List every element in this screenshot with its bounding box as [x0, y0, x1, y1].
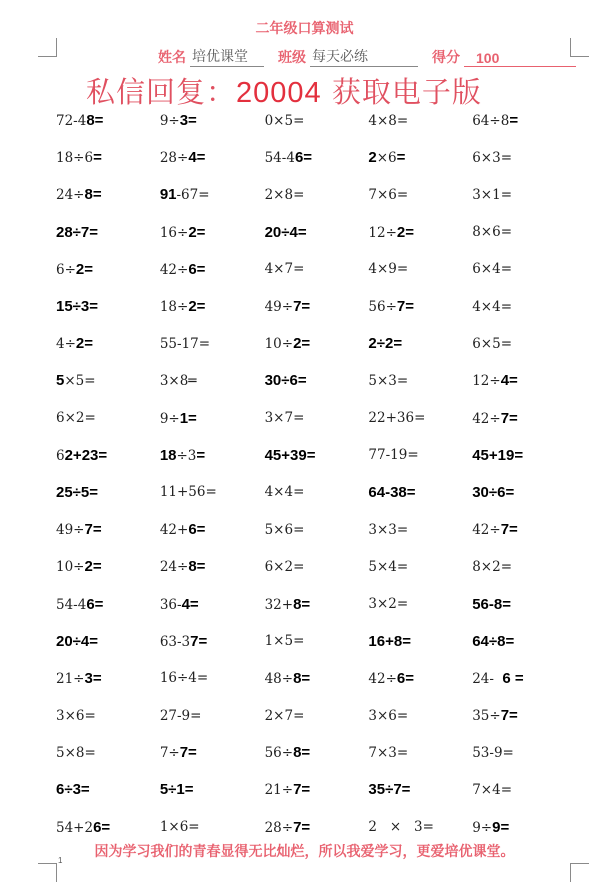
problem-text: 8×6= [472, 224, 513, 241]
problem-text-bold: 6= [188, 260, 206, 278]
math-problem [265, 149, 369, 166]
problem-row [56, 325, 576, 362]
problem-text: 24- [472, 670, 499, 687]
problem-text: 49÷ [264, 299, 294, 316]
problem-text: 6 [56, 447, 65, 464]
problem-text: 11+56= [159, 484, 217, 501]
math-problem [368, 335, 472, 352]
math-problem [368, 633, 472, 650]
problem-text: 3×3= [368, 521, 409, 538]
problem-text: 32+ [264, 596, 294, 613]
math-problem [472, 745, 576, 761]
problem-text-bold: 2= [188, 223, 206, 241]
math-problem [160, 633, 265, 650]
problem-text-bold: 1= [179, 409, 197, 427]
math-problem [160, 224, 265, 241]
problem-text: 18÷ [159, 299, 189, 316]
math-problem [265, 559, 369, 575]
math-problem [265, 113, 369, 129]
footer-motto: 因为学习我们的青春显得无比灿烂，所以我爱学习，更爱培优课堂。 [94, 844, 515, 860]
problem-text-bold: 6÷3= [56, 781, 90, 799]
math-problem [472, 782, 576, 798]
problem-text: 42÷ [368, 670, 397, 687]
problem-text-bold: 30÷6= [472, 483, 515, 501]
math-problem [472, 484, 576, 501]
corner-mark-top-left [38, 38, 57, 57]
math-problem [160, 447, 265, 464]
problem-text-bold: 6= [188, 521, 206, 539]
problem-text: 5×3= [368, 372, 409, 389]
problem-text: 54-4 [264, 150, 295, 167]
problem-text: 6×2= [56, 410, 96, 427]
problem-text: 7×3= [368, 744, 409, 761]
class-label: 班级 [278, 50, 306, 66]
problem-text: 3×6= [368, 707, 409, 724]
problem-text: 2×8= [264, 186, 305, 203]
problem-row [56, 214, 576, 251]
math-problem [160, 708, 265, 724]
math-problem [160, 670, 265, 686]
problem-text: ÷3 [176, 447, 197, 464]
problem-text: 12÷ [368, 224, 397, 241]
problem-text: 5×4= [368, 558, 409, 575]
problem-text-bold: 91 [159, 186, 177, 204]
problem-text-bold: 30÷6= [264, 372, 307, 390]
math-problem [56, 335, 160, 352]
math-problem [472, 596, 576, 613]
problem-text: 42÷ [159, 261, 189, 278]
promo-prefix: 私信回复： [86, 75, 237, 109]
problem-text: 7÷ [159, 745, 180, 762]
problem-text-bold: 7= [84, 521, 102, 539]
math-problem [56, 596, 160, 613]
problem-text-bold: 8= [84, 186, 102, 204]
problem-text: 55-17= [159, 335, 211, 352]
problem-text: 24÷ [159, 559, 189, 576]
problem-text: 21÷ [56, 670, 85, 687]
problem-text-bold: 2= [84, 558, 102, 576]
math-problem [56, 112, 160, 129]
problem-text-bold: 64÷8= [472, 632, 515, 650]
problem-text: 4×4= [472, 298, 513, 315]
problem-text-bold: 7= [293, 818, 311, 836]
problem-text: -67= [176, 187, 210, 204]
problem-row [56, 437, 576, 474]
math-problem [265, 261, 369, 277]
math-problem [472, 372, 576, 389]
math-problem [265, 298, 369, 315]
problem-text: 9÷ [159, 410, 180, 427]
math-problem [368, 596, 472, 612]
math-problem [56, 298, 160, 315]
math-problem [472, 521, 576, 538]
problem-text-bold: 2= [396, 223, 415, 241]
math-problem [160, 596, 265, 613]
problem-text-bold: 64-38= [368, 483, 416, 501]
math-problem [368, 261, 472, 277]
problem-text: 7×4= [472, 781, 513, 798]
problem-text-bold: 2= [188, 298, 206, 316]
math-problem [265, 187, 369, 203]
math-problem [472, 224, 576, 240]
math-problem [265, 596, 369, 613]
problem-text: 35÷ [472, 708, 501, 725]
problem-text-bold: 8= [293, 595, 311, 613]
math-problem [160, 298, 265, 315]
math-problem [472, 299, 576, 315]
problem-row [56, 251, 576, 288]
problem-row [56, 697, 576, 734]
problem-text-bold: 20÷4= [264, 223, 307, 241]
problem-text: 9÷ [472, 819, 493, 836]
promo-suffix: 获取电子版 [321, 75, 482, 109]
math-problem [265, 819, 369, 836]
problem-text: ×6 [376, 150, 397, 167]
problem-text: 5×8= [56, 744, 96, 761]
problem-text: 9÷ [159, 113, 180, 130]
problem-text: 6×2= [264, 558, 305, 575]
problem-text-bold: 20÷4= [56, 632, 99, 650]
problem-text-bold: 8= [86, 112, 104, 130]
math-problem [160, 373, 265, 389]
problem-text-bold: 4= [500, 372, 518, 390]
problem-row [56, 474, 576, 511]
math-problem [368, 224, 472, 241]
problem-text-bold: 56-8= [472, 595, 512, 613]
problem-text: 4×9= [368, 261, 409, 278]
math-problem [160, 261, 265, 278]
problem-row [56, 585, 576, 622]
problem-text-bold: 7= [500, 707, 518, 725]
problem-text-bold: = [509, 112, 519, 130]
problem-text: 64÷8 [472, 113, 510, 130]
math-problem [265, 224, 369, 241]
student-info-row [158, 47, 576, 67]
math-problem [160, 558, 265, 575]
problem-text-bold: 6= [396, 669, 415, 687]
problem-row [56, 288, 576, 325]
math-problem [265, 744, 369, 761]
math-problem [472, 447, 576, 464]
math-problem [56, 261, 160, 278]
math-problem [472, 112, 576, 129]
problem-text: 48÷ [264, 670, 294, 687]
math-problem [368, 447, 472, 463]
problem-text-bold: 9= [492, 818, 510, 836]
problem-text: 3×6= [56, 707, 96, 724]
problem-text: 2×7= [264, 707, 305, 724]
problem-text: 42÷ [472, 522, 501, 539]
math-problem [265, 447, 369, 464]
problem-text-bold: 16+8= [368, 632, 411, 650]
math-problem [368, 410, 472, 426]
math-problem [160, 521, 265, 538]
math-problem [56, 708, 160, 724]
math-problem [265, 335, 369, 352]
problem-row [56, 176, 576, 213]
math-problem [265, 372, 369, 389]
problem-row [56, 771, 576, 808]
problem-text-bold: 2 [368, 149, 377, 167]
problem-text: 0×5= [264, 112, 305, 129]
problem-text: 6÷ [56, 261, 76, 278]
problem-text: 6×5= [472, 335, 513, 352]
problem-text: 6×3= [472, 149, 513, 166]
problem-text-bold: 7= [396, 298, 415, 316]
math-problem [368, 745, 472, 761]
math-problem [368, 522, 472, 538]
problem-text: 3×8═ [159, 372, 197, 389]
math-problem [160, 112, 265, 129]
math-problem [56, 745, 160, 761]
problem-text: 22+36= [368, 410, 426, 427]
score-label: 得分 [432, 50, 460, 66]
math-problem [368, 484, 472, 501]
math-problem [368, 819, 472, 835]
math-problem [368, 781, 472, 798]
math-problem [56, 633, 160, 650]
problem-row [56, 734, 576, 771]
math-problem [368, 298, 472, 315]
problem-text-bold: 25÷5= [56, 483, 99, 501]
problem-text: 77-19= [368, 447, 419, 464]
problem-text: 4×4= [264, 484, 305, 501]
problem-text: 42+ [159, 522, 189, 539]
math-problem [368, 670, 472, 687]
name-label: 姓名 [158, 50, 186, 66]
math-problem [160, 781, 265, 798]
problem-text: 10÷ [264, 336, 294, 353]
problem-text-bold: 5 [56, 372, 65, 390]
problem-text-bold: 2= [75, 260, 94, 278]
problem-text-bold: 4= [188, 149, 206, 167]
math-problem [368, 187, 472, 203]
class-field[interactable]: 每天必练 [310, 46, 418, 67]
corner-mark-bottom-right [570, 863, 589, 882]
math-problem [56, 149, 160, 166]
math-problem [160, 410, 265, 427]
math-problem [368, 708, 472, 724]
math-problem [265, 484, 369, 500]
problem-text-bold: 2= [293, 335, 311, 353]
problem-text: 4×8= [368, 112, 409, 129]
score-field[interactable]: 100 [464, 50, 576, 67]
math-problem [265, 522, 369, 538]
problem-row [56, 623, 576, 660]
problem-text: 5×6= [264, 521, 305, 538]
problem-text: 63-3 [159, 633, 191, 650]
problem-text: 1×5= [264, 633, 305, 650]
problem-text-bold: 7= [500, 521, 518, 539]
problem-text-bold: 2= [75, 335, 94, 353]
math-problem [472, 559, 576, 575]
math-problem [368, 149, 472, 166]
problem-text-bold: 15÷3= [56, 298, 99, 316]
problem-text: 27-9= [159, 707, 202, 724]
math-problem [368, 113, 472, 129]
math-problem [56, 670, 160, 687]
problem-text: 54-4 [56, 596, 87, 613]
math-problem [56, 558, 160, 575]
problem-row [56, 660, 576, 697]
problem-text: 36- [159, 596, 182, 613]
problem-text: 3×2= [368, 596, 409, 613]
math-problem [160, 744, 265, 761]
math-problem [160, 149, 265, 166]
problem-text-bold: 7= [179, 744, 197, 762]
problem-text-bold: 2÷2= [368, 335, 403, 353]
math-problem [56, 410, 160, 426]
math-problem [472, 633, 576, 650]
problem-text-bold: 7= [190, 632, 208, 650]
corner-mark-bottom-left [38, 863, 57, 882]
math-problem [472, 410, 576, 427]
problem-text: 54+2 [56, 819, 94, 836]
problem-text-bold: 3= [84, 669, 102, 687]
problem-row [56, 362, 576, 399]
math-problem [368, 373, 472, 389]
problem-text-bold: 35÷7= [368, 781, 411, 799]
problem-text: 8×2= [472, 558, 513, 575]
problem-text: ×5= [64, 373, 96, 390]
math-problem [56, 484, 160, 501]
problem-text: 4÷ [56, 336, 76, 353]
problem-text-bold: 2+23= [64, 446, 108, 464]
math-problem [472, 187, 576, 203]
problem-text: 3×7= [264, 410, 305, 427]
problem-text-bold: = [196, 446, 206, 464]
problem-text: 56÷ [368, 299, 397, 316]
math-problem [56, 186, 160, 203]
problem-text-bold: 8= [293, 669, 311, 687]
problem-text-bold: 6= [294, 149, 313, 167]
problem-text: 3×1= [472, 186, 513, 203]
math-problem [160, 484, 265, 500]
problem-text: 24÷ [56, 187, 85, 204]
problem-text: 4×7= [264, 261, 305, 278]
math-problem [56, 224, 160, 241]
math-problem [472, 261, 576, 277]
problem-row [56, 400, 576, 437]
math-problem [368, 559, 472, 575]
math-problem [56, 781, 160, 798]
math-problem [265, 633, 369, 649]
problem-text-bold: 3= [179, 112, 197, 130]
math-problem [56, 819, 160, 836]
problem-text: 53-9= [472, 744, 514, 761]
name-field[interactable]: 培优课堂 [190, 46, 264, 67]
problem-text: 21÷ [264, 782, 294, 799]
problem-grid [56, 102, 576, 846]
problem-text: 49÷ [56, 522, 85, 539]
problem-text-bold: 6= [86, 595, 104, 613]
problem-text: 1×6= [159, 819, 200, 836]
math-problem [472, 670, 576, 687]
math-problem [160, 186, 265, 203]
problem-text: 28÷ [159, 150, 189, 167]
math-problem [265, 410, 369, 426]
problem-text: 56÷ [264, 745, 294, 762]
problem-row [56, 548, 576, 585]
problem-text-bold: 7= [293, 781, 311, 799]
problem-text-bold: 45+39= [264, 446, 316, 464]
math-problem [472, 819, 576, 836]
problem-text-bold: 6= [93, 818, 111, 836]
math-problem [160, 336, 265, 352]
problem-text-bold: = [396, 149, 406, 167]
problem-text-bold: 28÷7= [56, 223, 99, 241]
problem-text: 16÷4= [159, 670, 209, 687]
math-problem [265, 781, 369, 798]
problem-text: 72-4 [56, 113, 87, 130]
problem-text-bold: 45+19= [472, 446, 524, 464]
problem-text-bold: 5÷1= [159, 781, 194, 799]
problem-text: 6×4= [472, 261, 513, 278]
math-problem [472, 336, 576, 352]
problem-text-bold: 8= [293, 744, 311, 762]
math-problem [160, 819, 265, 835]
page-title: 二年级口算测试 [255, 21, 354, 37]
promo-code: 20004 [236, 77, 322, 109]
problem-text: 12÷ [472, 373, 501, 390]
problem-text: 7×6= [368, 186, 409, 203]
problem-text: 18÷6 [56, 150, 94, 167]
problem-text: 42÷ [472, 410, 501, 427]
math-problem [56, 521, 160, 538]
math-problem [472, 707, 576, 724]
problem-text-bold: 8= [188, 558, 206, 576]
problem-text: 2 × 3= [368, 819, 434, 836]
math-problem [265, 708, 369, 724]
math-problem [265, 670, 369, 687]
math-problem [472, 150, 576, 166]
problem-text-bold: 4= [181, 595, 199, 613]
problem-text-bold: = [93, 149, 102, 167]
problem-text: 10÷ [56, 559, 85, 576]
problem-row [56, 102, 576, 139]
math-problem [56, 372, 160, 389]
problem-text-bold: 18 [159, 446, 177, 464]
problem-text: 16÷ [159, 224, 189, 241]
problem-text-bold: 7= [293, 298, 311, 316]
problem-text-bold: 6 = [498, 669, 524, 687]
problem-text: 28÷ [264, 819, 294, 836]
math-problem [56, 447, 160, 464]
problem-row [56, 139, 576, 176]
problem-text-bold: 7= [500, 409, 518, 427]
problem-row [56, 511, 576, 548]
page-number: 1 [58, 856, 63, 865]
